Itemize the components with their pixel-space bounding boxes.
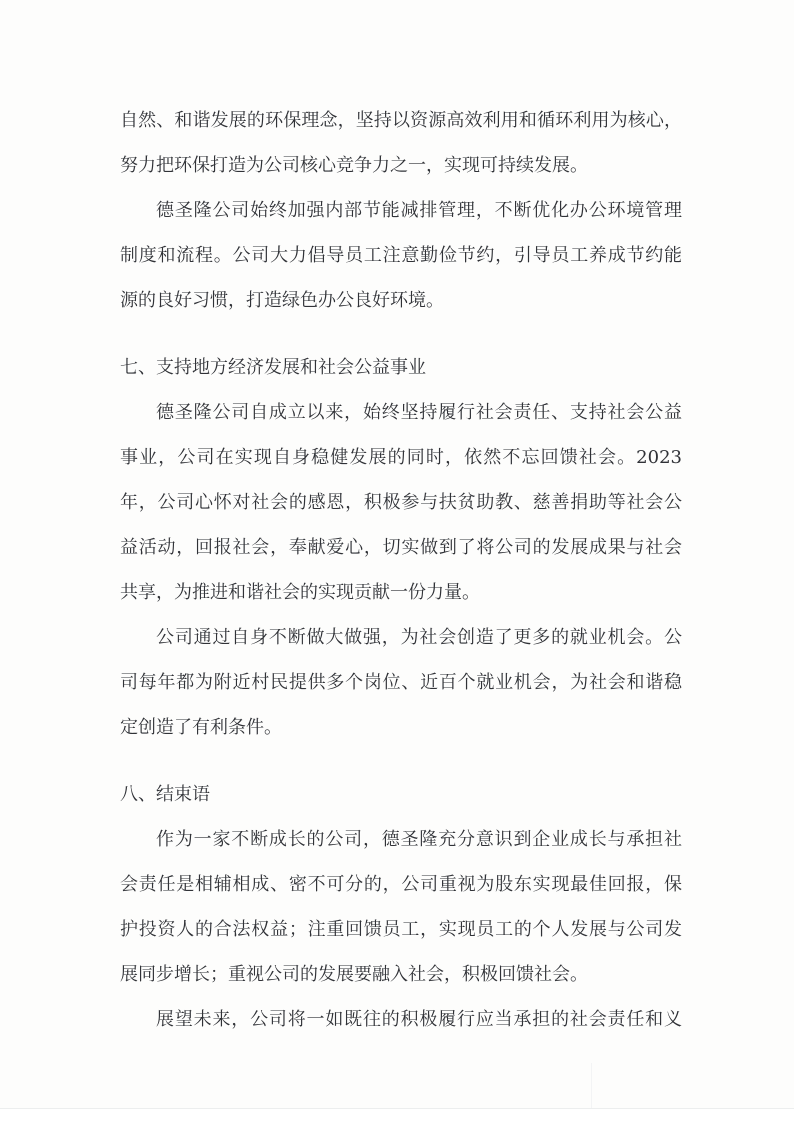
document-body: [120, 98, 682, 1042]
paragraph: [120, 390, 682, 615]
text-line: 德圣隆公司始终加强内部节能减排管理，不断优化办公环境管理: [156, 200, 682, 221]
text-line: 制度和流程。公司大力倡导员工注意勤俭节约，引导员工养成节约能: [120, 245, 682, 266]
paragraph: [120, 817, 682, 997]
heading-text: 七、支持地方经济发展和社会公益事业: [120, 357, 426, 378]
text-line: 益活动，回报社会，奉献爱心，切实做到了将公司的发展成果与社会: [120, 537, 682, 558]
text-line: 展望未来，公司将一如既往的积极履行应当承担的社会责任和义: [156, 1009, 682, 1030]
text-line: 年，公司心怀对社会的感恩，积极参与扶贫助教、慈善捐助等社会公: [120, 492, 682, 513]
paragraph: [120, 615, 682, 750]
paragraph: [120, 98, 682, 188]
section-heading: [120, 772, 682, 817]
text-line: 源的良好习惯，打造绿色办公良好环境。: [120, 290, 444, 311]
text-line: 作为一家不断成长的公司，德圣隆充分意识到企业成长与承担社: [156, 829, 682, 850]
text-line: 共享，为推进和谐社会的实现贡献一份力量。: [120, 582, 480, 603]
scan-background-below-page: [0, 1109, 794, 1123]
text-line: 定创造了有利条件。: [120, 717, 282, 738]
paragraph: [120, 188, 682, 323]
text-line: 自然、和谐发展的环保理念，坚持以资源高效利用和循环利用为核心，: [120, 110, 682, 131]
text-line: 展同步增长；重视公司的发展要融入社会，积极回馈社会。: [120, 964, 588, 985]
text-line: 会责任是相辅相成、密不可分的，公司重视为股东实现最佳回报，保: [120, 874, 682, 895]
text-line: 事业，公司在实现自身稳健发展的同时，依然不忘回馈社会。2023: [120, 447, 682, 468]
text-line: 努力把环保打造为公司核心竞争力之一，实现可持续发展。: [120, 155, 588, 176]
paragraph: [120, 997, 682, 1042]
section-heading: [120, 345, 682, 390]
heading-text: 八、结束语: [120, 784, 210, 805]
scan-corner-artifact: [591, 1063, 592, 1108]
text-line: 公司通过自身不断做大做强，为社会创造了更多的就业机会。公: [156, 627, 682, 648]
text-line: 德圣隆公司自成立以来，始终坚持履行社会责任、支持社会公益: [156, 402, 682, 423]
text-line: 护投资人的合法权益；注重回馈员工，实现员工的个人发展与公司发: [120, 919, 682, 940]
text-line: 司每年都为附近村民提供多个岗位、近百个就业机会，为社会和谐稳: [120, 672, 682, 693]
